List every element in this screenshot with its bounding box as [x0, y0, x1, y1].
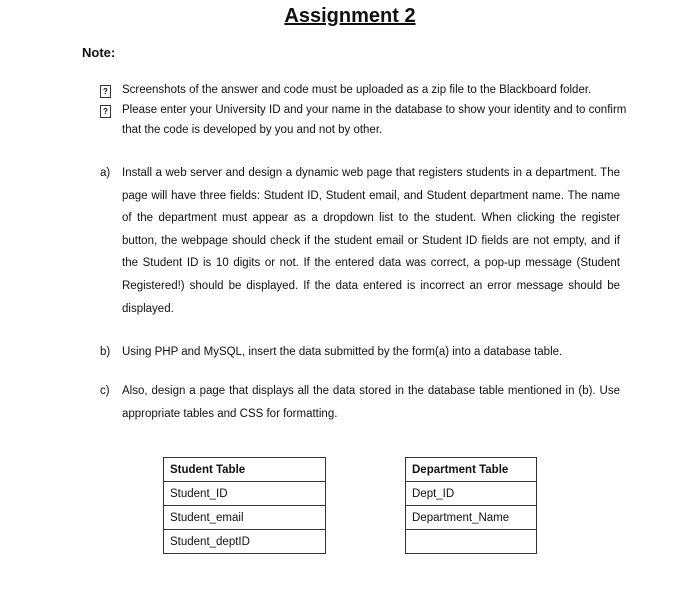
question-text: Also, design a page that displays all the data stored in the database table mentioned in (b). Use appropriate tables and CSS for formatting.	[122, 385, 620, 420]
list-item	[100, 100, 630, 140]
table-row: Department_Name	[406, 506, 537, 530]
table-row	[406, 530, 537, 554]
question-letter: a)	[100, 167, 111, 179]
question-letter: c)	[100, 385, 110, 397]
bullet-text: Please enter your University ID and your name in the database to show your identity and to confirm that the code is developed by you and not by other.	[122, 104, 627, 136]
question-a	[100, 162, 620, 320]
table-row: Dept_ID	[406, 482, 537, 506]
question-text: Using PHP and MySQL, insert the data submitted by the form(a) into a database table.	[122, 346, 563, 358]
bullet-text: Screenshots of the answer and code must be uploaded as a zip file to the Blackboard folder.	[122, 84, 592, 96]
department-table	[405, 457, 537, 554]
note-bullets	[100, 80, 630, 140]
question-letter: b)	[100, 346, 111, 358]
student-table	[163, 457, 326, 554]
list-item	[100, 80, 630, 100]
table-header: Student Table	[164, 458, 326, 482]
table-row: Student_email	[164, 506, 326, 530]
table-header: Department Table	[406, 458, 537, 482]
note-label: Note:	[82, 45, 116, 60]
missing-glyph-box-icon: ?	[100, 85, 111, 98]
question-b	[100, 341, 620, 364]
page-title: Assignment 2	[284, 5, 416, 27]
question-text: Install a web server and design a dynamic web page that registers students in a department. The page will have three fields: Student ID, Student email, and Student department name. The name of the department must appear as a dropdown list to the student. When clicking the register button, the webpage should check if the student email or Student ID fields are not empty, and if the Student ID is 10 digits or not. If the entered data was correct, a pop-up message (Student Registered!) should be displayed. If the data entered is incorrect an error message should be displayed.	[122, 167, 620, 315]
table-row: Student_ID	[164, 482, 326, 506]
question-c	[100, 380, 620, 425]
missing-glyph-box-icon: ?	[100, 105, 111, 118]
table-row: Student_deptID	[164, 530, 326, 554]
